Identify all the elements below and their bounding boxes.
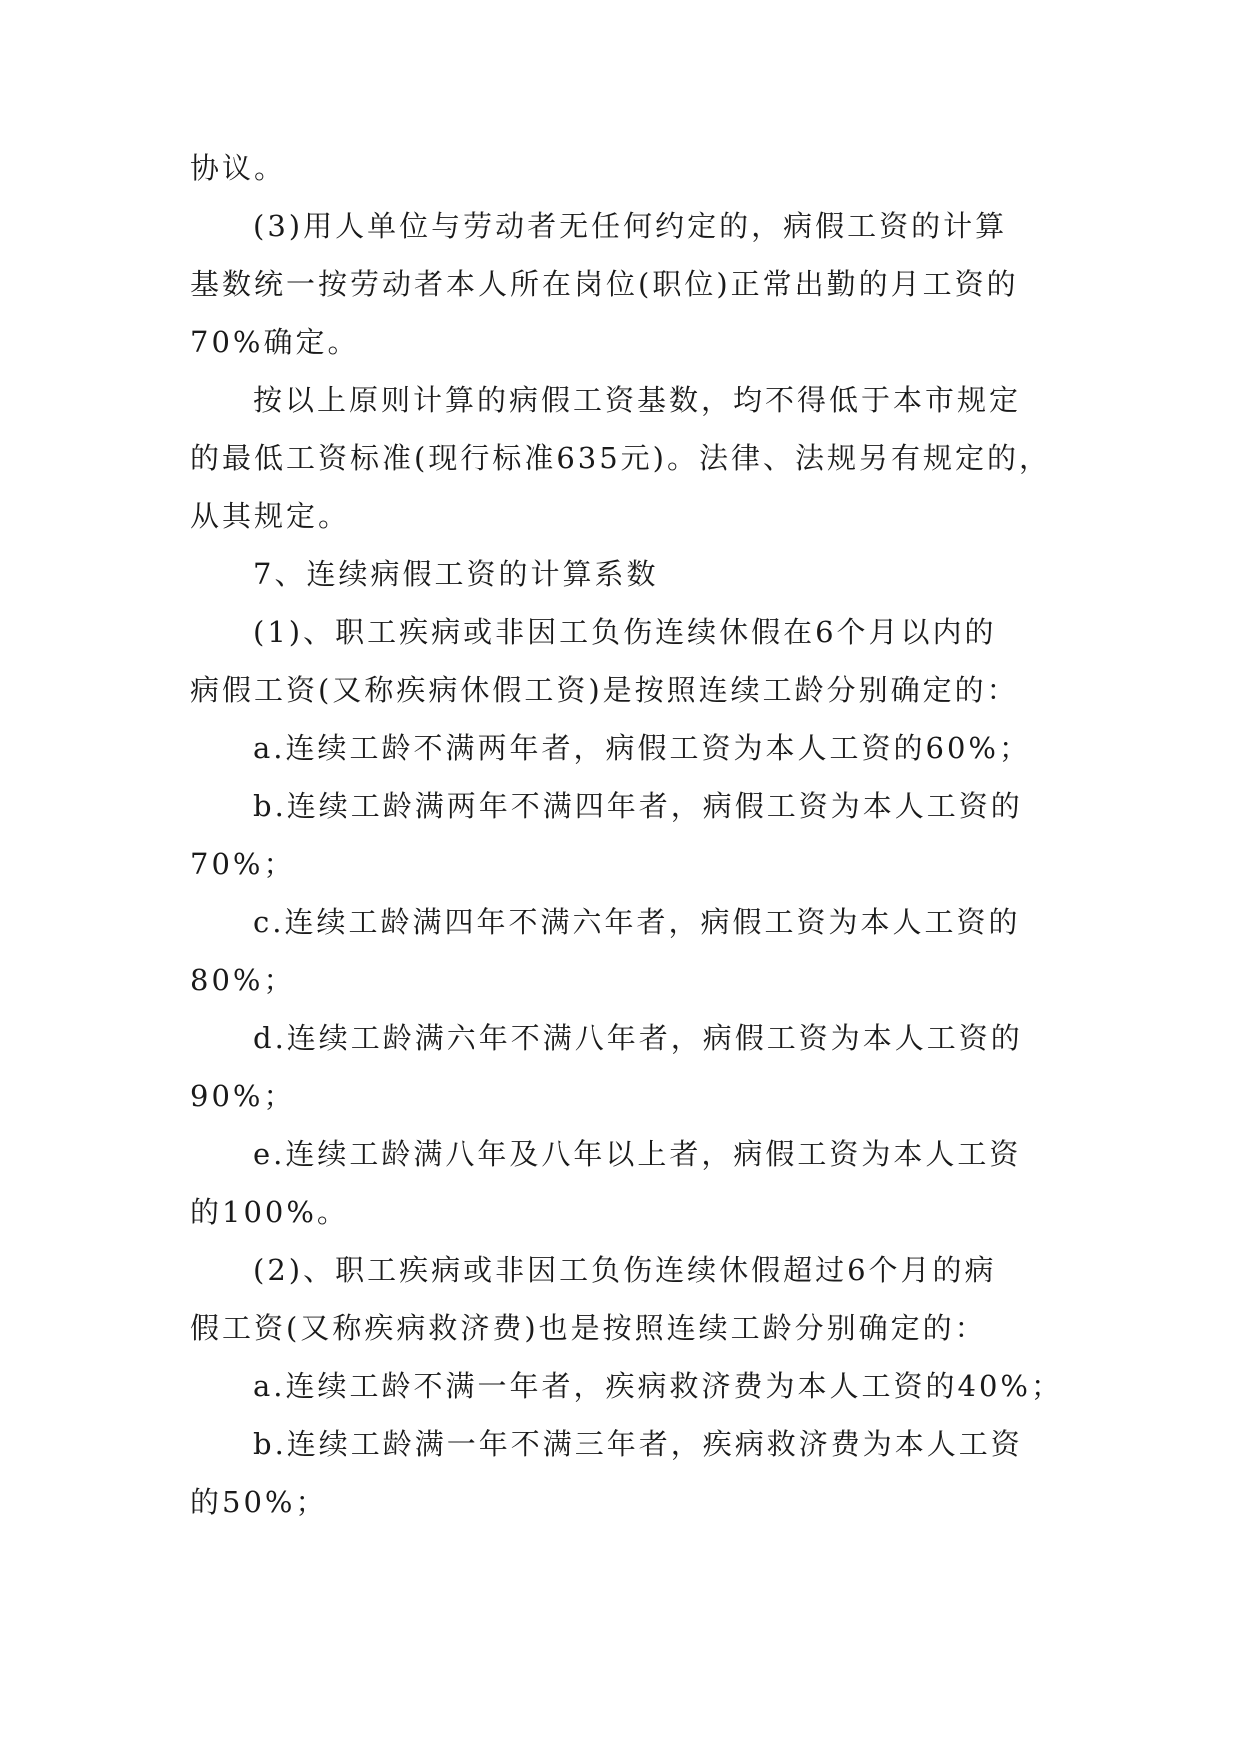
list-item: b.连续工龄满一年不满三年者，疾病救济费为本人工资 — [253, 1427, 1023, 1461]
text-line: 70%确定。 — [190, 325, 360, 359]
text-line: (1)、职工疾病或非因工负伤连续休假在6个月以内的 — [253, 615, 997, 649]
text-line: 的50%； — [190, 1485, 328, 1519]
section-heading: 7、连续病假工资的计算系数 — [253, 557, 659, 591]
text-line: 协议。 — [190, 151, 287, 185]
text-line: (2)、职工疾病或非因工负伤连续休假超过6个月的病 — [253, 1253, 997, 1287]
list-item: a.连续工龄不满两年者，病假工资为本人工资的60%； — [253, 731, 1031, 765]
list-item: e.连续工龄满八年及八年以上者，病假工资为本人工资 — [253, 1137, 1022, 1171]
list-item: a.连续工龄不满一年者，疾病救济费为本人工资的40%； — [253, 1369, 1063, 1403]
text-line: 从其规定。 — [190, 499, 351, 533]
list-item: b.连续工龄满两年不满四年者，病假工资为本人工资的 — [253, 789, 1023, 823]
text-line: 基数统一按劳动者本人所在岗位(职位)正常出勤的月工资的 — [190, 267, 1019, 301]
list-item: d.连续工龄满六年不满八年者，病假工资为本人工资的 — [253, 1021, 1023, 1055]
list-item: c.连续工龄满四年不满六年者，病假工资为本人工资的 — [253, 905, 1021, 939]
text-line: 假工资(又称疾病救济费)也是按照连续工龄分别确定的： — [190, 1311, 987, 1345]
text-line: (3)用人单位与劳动者无任何约定的，病假工资的计算 — [253, 209, 1008, 243]
text-line: 的100%。 — [190, 1195, 349, 1229]
text-line: 70%； — [190, 847, 296, 881]
text-line: 80%； — [190, 963, 296, 997]
text-line: 90%； — [190, 1079, 296, 1113]
text-line: 病假工资(又称疾病休假工资)是按照连续工龄分别确定的： — [190, 673, 1019, 707]
text-line: 的最低工资标准(现行标准635元)。法律、法规另有规定的， — [190, 441, 1051, 475]
text-line: 按以上原则计算的病假工资基数，均不得低于本市规定 — [253, 383, 1022, 417]
